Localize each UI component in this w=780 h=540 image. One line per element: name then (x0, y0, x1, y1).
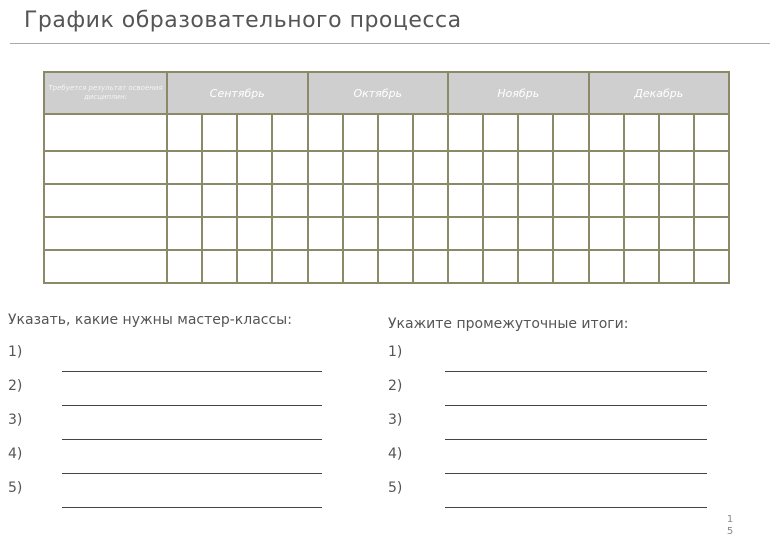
week-cell[interactable] (237, 217, 272, 250)
week-cell[interactable] (448, 217, 483, 250)
week-cell[interactable] (518, 184, 553, 217)
week-cell[interactable] (167, 217, 202, 250)
week-cell[interactable] (624, 184, 659, 217)
week-cell[interactable] (237, 250, 272, 283)
result-cell[interactable] (44, 151, 167, 184)
list-number: 1) (8, 344, 23, 360)
week-cell[interactable] (589, 217, 624, 250)
week-cell[interactable] (202, 250, 237, 283)
list-item (8, 480, 338, 514)
answer-line[interactable] (445, 507, 707, 508)
list-item (8, 378, 338, 412)
week-cell[interactable] (659, 184, 694, 217)
week-cell[interactable] (343, 184, 378, 217)
week-cell[interactable] (308, 151, 343, 184)
schedule-row (44, 250, 729, 283)
month-header-november: Ноябрь (448, 72, 589, 114)
result-cell[interactable] (44, 217, 167, 250)
week-cell[interactable] (589, 151, 624, 184)
week-cell[interactable] (237, 184, 272, 217)
answer-line[interactable] (445, 439, 707, 440)
week-cell[interactable] (694, 217, 729, 250)
month-header-december: Декабрь (589, 72, 730, 114)
week-cell[interactable] (343, 151, 378, 184)
week-cell[interactable] (413, 184, 448, 217)
list-item (8, 344, 338, 378)
week-cell[interactable] (553, 151, 588, 184)
list-item (388, 344, 718, 378)
answer-line[interactable] (62, 439, 322, 440)
week-cell[interactable] (202, 151, 237, 184)
schedule-table (43, 71, 730, 284)
week-cell[interactable] (413, 250, 448, 283)
month-header-october: Октябрь (308, 72, 449, 114)
slide-number (723, 514, 737, 538)
schedule-row (44, 151, 729, 184)
week-cell[interactable] (694, 114, 729, 151)
list-number: 4) (388, 446, 403, 462)
week-cell[interactable] (694, 250, 729, 283)
list-item (8, 446, 338, 480)
week-cell[interactable] (624, 151, 659, 184)
masterclasses-title: Указать, какие нужны мастер-классы: (8, 312, 292, 328)
week-cell[interactable] (272, 250, 307, 283)
week-cell[interactable] (483, 114, 518, 151)
page-title: График образовательного процесса (24, 8, 462, 33)
answer-line[interactable] (445, 371, 707, 372)
week-cell[interactable] (378, 217, 413, 250)
week-cell[interactable] (308, 184, 343, 217)
week-cell[interactable] (167, 114, 202, 151)
week-cell[interactable] (694, 151, 729, 184)
week-cell[interactable] (483, 217, 518, 250)
week-cell[interactable] (413, 151, 448, 184)
result-cell[interactable] (44, 114, 167, 151)
week-cell[interactable] (272, 114, 307, 151)
answer-line[interactable] (445, 473, 707, 474)
week-cell[interactable] (448, 114, 483, 151)
week-cell[interactable] (483, 151, 518, 184)
week-cell[interactable] (413, 217, 448, 250)
week-cell[interactable] (272, 184, 307, 217)
week-cell[interactable] (448, 151, 483, 184)
list-item (8, 412, 338, 446)
interim-results-title: Укажите промежуточные итоги: (388, 316, 629, 332)
week-cell[interactable] (378, 114, 413, 151)
week-cell[interactable] (589, 184, 624, 217)
week-cell[interactable] (413, 114, 448, 151)
title-divider (10, 43, 770, 44)
week-cell[interactable] (343, 114, 378, 151)
week-cell[interactable] (308, 217, 343, 250)
week-cell[interactable] (448, 184, 483, 217)
list-number: 3) (8, 412, 23, 428)
list-number: 3) (388, 412, 403, 428)
week-cell[interactable] (202, 114, 237, 151)
answer-line[interactable] (62, 405, 322, 406)
week-cell[interactable] (624, 250, 659, 283)
week-cell[interactable] (659, 151, 694, 184)
slide-number-text: 1 5 (726, 514, 734, 537)
week-cell[interactable] (518, 114, 553, 151)
week-cell[interactable] (202, 184, 237, 217)
week-cell[interactable] (624, 114, 659, 151)
week-cell[interactable] (694, 184, 729, 217)
week-cell[interactable] (589, 250, 624, 283)
masterclasses-list (8, 344, 338, 514)
week-cell[interactable] (167, 184, 202, 217)
result-cell[interactable] (44, 184, 167, 217)
week-cell[interactable] (659, 250, 694, 283)
list-item (388, 446, 718, 480)
list-number: 2) (8, 378, 23, 394)
week-cell[interactable] (378, 184, 413, 217)
week-cell[interactable] (272, 151, 307, 184)
month-header-september: Сентябрь (167, 72, 308, 114)
week-cell[interactable] (202, 217, 237, 250)
week-cell[interactable] (378, 250, 413, 283)
week-cell[interactable] (518, 217, 553, 250)
list-number: 4) (8, 446, 23, 462)
week-cell[interactable] (659, 217, 694, 250)
answer-line[interactable] (445, 405, 707, 406)
week-cell[interactable] (518, 151, 553, 184)
week-cell[interactable] (167, 151, 202, 184)
week-cell[interactable] (308, 114, 343, 151)
week-cell[interactable] (343, 250, 378, 283)
week-cell[interactable] (343, 217, 378, 250)
schedule-row (44, 217, 729, 250)
week-cell[interactable] (553, 114, 588, 151)
week-cell[interactable] (483, 184, 518, 217)
interim-results-list (388, 344, 718, 514)
week-cell[interactable] (553, 184, 588, 217)
list-item (388, 480, 718, 514)
week-cell[interactable] (378, 151, 413, 184)
list-number: 2) (388, 378, 403, 394)
week-cell[interactable] (483, 250, 518, 283)
schedule-row (44, 114, 729, 151)
week-cell[interactable] (167, 250, 202, 283)
schedule-header-row (44, 72, 729, 114)
week-cell[interactable] (553, 217, 588, 250)
week-cell[interactable] (553, 250, 588, 283)
list-number: 5) (388, 480, 403, 496)
schedule-row (44, 184, 729, 217)
list-item (388, 378, 718, 412)
list-item (388, 412, 718, 446)
list-number: 1) (388, 344, 403, 360)
week-cell[interactable] (237, 114, 272, 151)
result-cell[interactable] (44, 250, 167, 283)
week-cell[interactable] (308, 250, 343, 283)
answer-line[interactable] (62, 473, 322, 474)
week-cell[interactable] (659, 114, 694, 151)
list-number: 5) (8, 480, 23, 496)
week-cell[interactable] (589, 114, 624, 151)
week-cell[interactable] (624, 217, 659, 250)
week-cell[interactable] (518, 250, 553, 283)
answer-line[interactable] (62, 507, 322, 508)
required-results-header: Требуется результат освоения дисциплин: (44, 72, 167, 114)
week-cell[interactable] (272, 217, 307, 250)
week-cell[interactable] (237, 151, 272, 184)
week-cell[interactable] (448, 250, 483, 283)
answer-line[interactable] (62, 371, 322, 372)
schedule-body (44, 114, 729, 283)
